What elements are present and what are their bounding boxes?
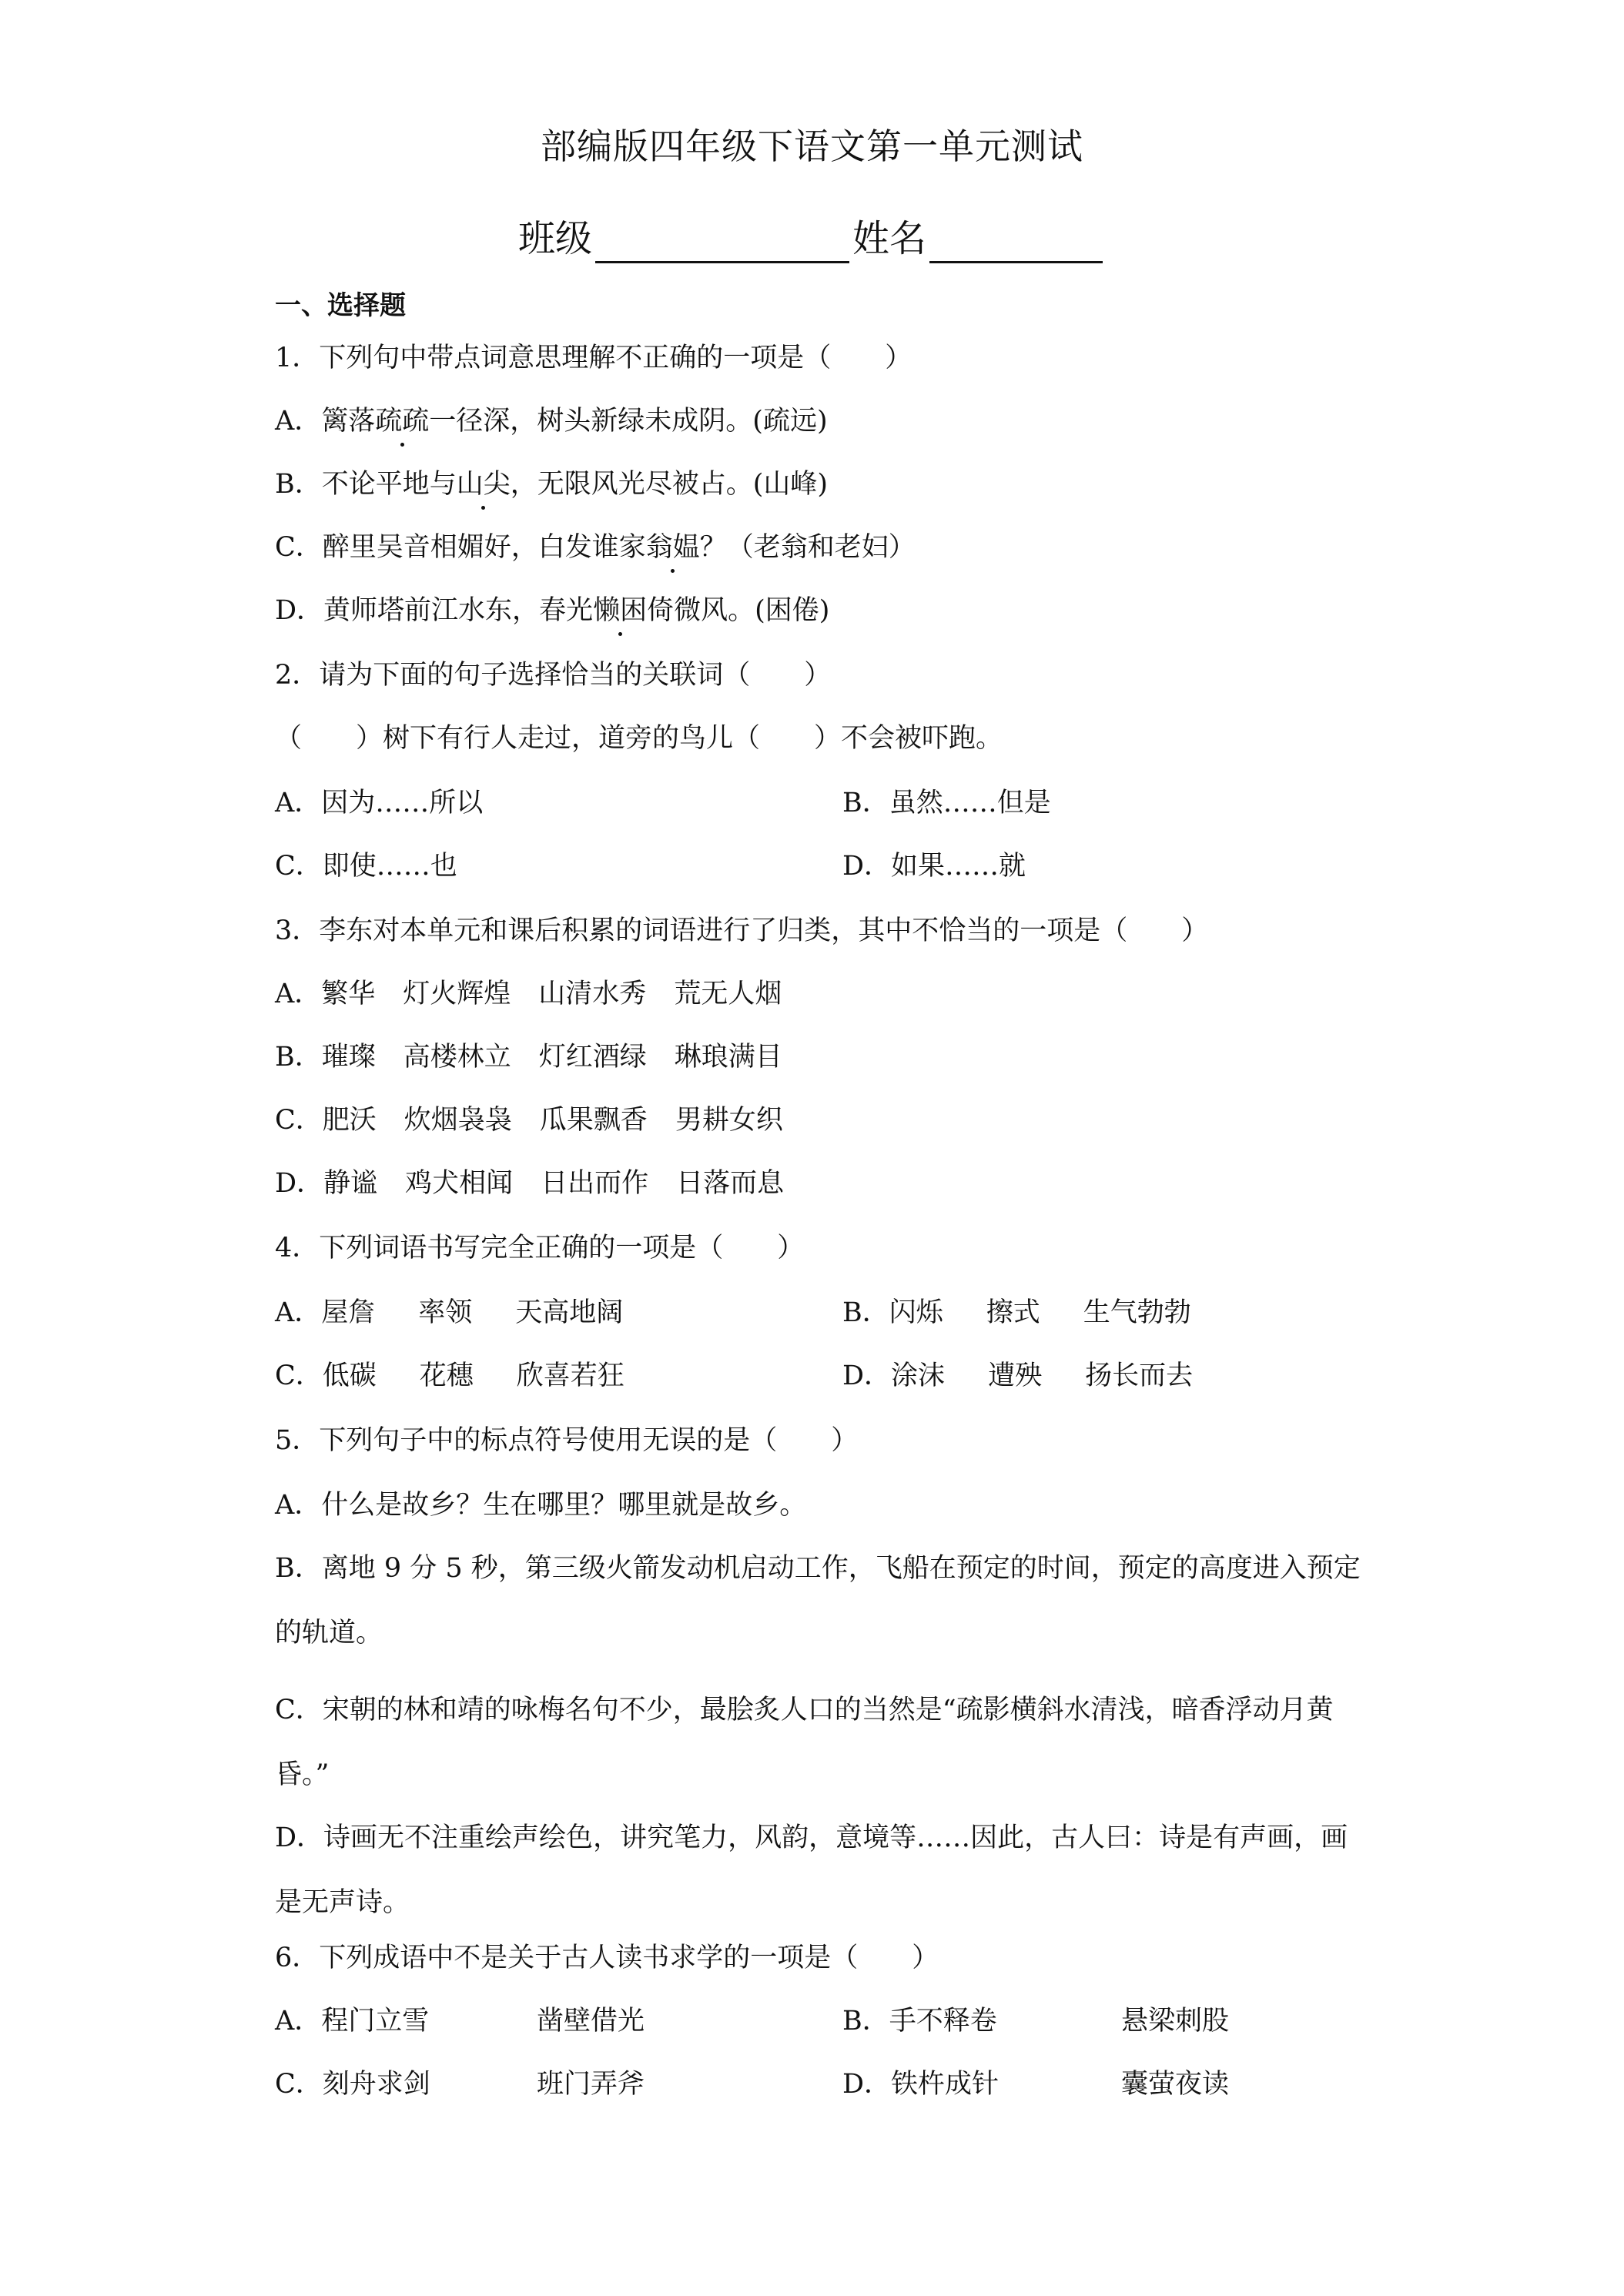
q3-option-a[interactable] xyxy=(275,975,782,1013)
q1-d-dotted-word: 懒困 xyxy=(593,591,647,630)
q4-d-word-2: 遭殃 xyxy=(988,1361,1043,1391)
q4-c-word-3: 欣喜若狂 xyxy=(516,1361,624,1391)
q6-d-word-2: 囊萤夜读 xyxy=(1121,2069,1230,2100)
q4-d-word-3: 扬长而去 xyxy=(1085,1361,1194,1391)
q2-option-a[interactable]: A．因为……所以 xyxy=(275,788,484,818)
q1-b-pre: B．不论平地与 xyxy=(275,469,457,500)
q1-d-post: 倚微风。(困倦) xyxy=(647,595,830,626)
name-label: 姓名 xyxy=(852,217,927,260)
class-name-line xyxy=(0,214,1624,263)
q6-b-word-1: B．手不释卷 xyxy=(842,2006,997,2037)
q6-option-c[interactable] xyxy=(275,2065,645,2104)
q6-stem: 6．下列成语中不是关于古人读书求学的一项是（ ） xyxy=(275,1943,939,1973)
q4-c-word-2: 花穗 xyxy=(419,1361,474,1391)
q1-b-post: ，无限风光尽被占。(山峰) xyxy=(510,469,829,500)
q3-option-d[interactable] xyxy=(275,1164,784,1203)
q3-option-b[interactable] xyxy=(275,1038,782,1076)
q2-option-b[interactable]: B．虽然……但是 xyxy=(842,788,1051,818)
q1-a-dotted-word: 疏疏 xyxy=(375,402,429,440)
q5-option-b[interactable]: B．离地 9 分 5 秒，第三级火箭发动机启动工作，飞船在预定的时间，预定的高度进入预定的轨道。 xyxy=(275,1553,1361,1648)
q6-option-a[interactable] xyxy=(275,2002,645,2040)
q1-stem: 1．下列句中带点词意思理解不正确的一项是（ ） xyxy=(275,343,912,373)
q2-stem: 2．请为下面的句子选择恰当的关联词（ ） xyxy=(275,660,832,691)
q5-option-c[interactable]: C．宋朝的林和靖的咏梅名句不少，最脍炙人口的当然是“疏影横斜水清浅，暗香浮动月黄昏。” xyxy=(275,1695,1334,1790)
q4-a-word-2: 率领 xyxy=(418,1297,473,1328)
class-blank[interactable] xyxy=(595,221,849,263)
q4-b-word-2: 擦式 xyxy=(986,1297,1040,1328)
q3-d-word-3: 日出而作 xyxy=(541,1168,649,1199)
q6-c-word-2: 班门弄斧 xyxy=(537,2069,645,2100)
q1-c-dotted-word: 翁媪 xyxy=(646,528,700,567)
q6-c-word-1: C．刻舟求剑 xyxy=(275,2069,430,2100)
class-label: 班级 xyxy=(517,217,592,260)
q3-a-word-2: 灯火辉煌 xyxy=(403,979,511,1009)
q3-b-word-2: 高楼林立 xyxy=(403,1042,511,1073)
q4-a-word-1: A．屋詹 xyxy=(275,1297,376,1328)
q3-d-word-1: D．静谧 xyxy=(275,1168,378,1199)
q4-a-word-3: 天高地阔 xyxy=(515,1297,624,1328)
q4-option-c[interactable] xyxy=(275,1357,624,1395)
q6-b-word-2: 悬梁刺股 xyxy=(1121,2006,1230,2037)
q3-c-word-3: 瓜果飘香 xyxy=(539,1105,648,1136)
q4-option-b[interactable] xyxy=(842,1294,1191,1332)
q1-c-post: ？（老翁和老妇） xyxy=(699,532,916,563)
q2-option-d[interactable]: D．如果……就 xyxy=(842,851,1026,882)
q4-c-word-1: C．低碳 xyxy=(275,1361,377,1391)
q1-option-c[interactable] xyxy=(275,528,916,567)
q1-option-d[interactable] xyxy=(275,591,829,630)
q3-a-word-4: 荒无人烟 xyxy=(674,979,782,1009)
q1-a-pre: A．篱落 xyxy=(275,406,376,437)
q5-option-a[interactable]: A．什么是故乡？生在哪里？哪里就是故乡。 xyxy=(275,1490,807,1521)
q1-option-a[interactable] xyxy=(275,402,828,440)
q3-d-word-2: 鸡犬相闻 xyxy=(405,1168,514,1199)
q3-d-word-4: 日落而息 xyxy=(676,1168,785,1199)
q4-d-word-1: D．涂沫 xyxy=(842,1361,946,1391)
q3-c-word-4: 男耕女织 xyxy=(675,1105,783,1136)
q3-a-word-3: 山清水秀 xyxy=(538,979,647,1009)
q6-d-word-1: D．铁杵成针 xyxy=(842,2069,1000,2100)
q4-b-word-3: 生气勃勃 xyxy=(1083,1297,1191,1328)
q1-c-pre: C．醉里吴音相媚好，白发谁家 xyxy=(275,532,646,563)
q4-option-a[interactable] xyxy=(275,1294,623,1332)
q3-b-word-1: B．璀璨 xyxy=(275,1042,376,1073)
q3-c-word-1: C．肥沃 xyxy=(275,1105,377,1136)
page-title: 部编版四年级下语文第一单元测试 xyxy=(541,126,1083,167)
q1-b-dotted-word: 山尖 xyxy=(457,465,511,504)
q3-option-c[interactable] xyxy=(275,1101,783,1140)
q5-stem: 5．下列句子中的标点符号使用无误的是（ ） xyxy=(275,1425,859,1456)
q3-a-word-1: A．繁华 xyxy=(275,979,376,1009)
q4-b-word-1: B．闪烁 xyxy=(842,1297,943,1328)
section-heading: 一、选择题 xyxy=(275,290,406,321)
q4-option-d[interactable] xyxy=(842,1357,1193,1395)
q6-option-d[interactable] xyxy=(842,2065,1230,2104)
q1-d-pre: D．黄师塔前江水东，春光 xyxy=(275,595,594,626)
q1-option-b[interactable] xyxy=(275,465,828,504)
q5-option-d[interactable]: D．诗画无不注重绘声绘色，讲究笔力，风韵，意境等……因此，古人曰：诗是有声画，画是无声诗。 xyxy=(275,1822,1348,1918)
q6-option-b[interactable] xyxy=(842,2002,1230,2040)
q2-option-c[interactable]: C．即使……也 xyxy=(275,851,457,882)
q2-sentence: （ ）树下有行人走过，道旁的鸟儿（ ）不会被吓跑。 xyxy=(275,723,1003,754)
q4-stem: 4．下列词语书写完全正确的一项是（ ） xyxy=(275,1233,805,1263)
q1-a-post: 一径深，树头新绿未成阴。(疏远) xyxy=(429,406,828,437)
q3-c-word-2: 炊烟袅袅 xyxy=(403,1105,512,1136)
name-blank[interactable] xyxy=(929,221,1103,263)
q6-a-word-2: 凿壁借光 xyxy=(537,2006,645,2037)
q3-b-word-3: 灯红酒绿 xyxy=(538,1042,647,1073)
q3-stem: 3．李东对本单元和课后积累的词语进行了归类，其中不恰当的一项是（ ） xyxy=(275,915,1209,946)
q3-b-word-4: 琳琅满目 xyxy=(674,1042,782,1073)
q6-a-word-1: A．程门立雪 xyxy=(275,2006,430,2037)
